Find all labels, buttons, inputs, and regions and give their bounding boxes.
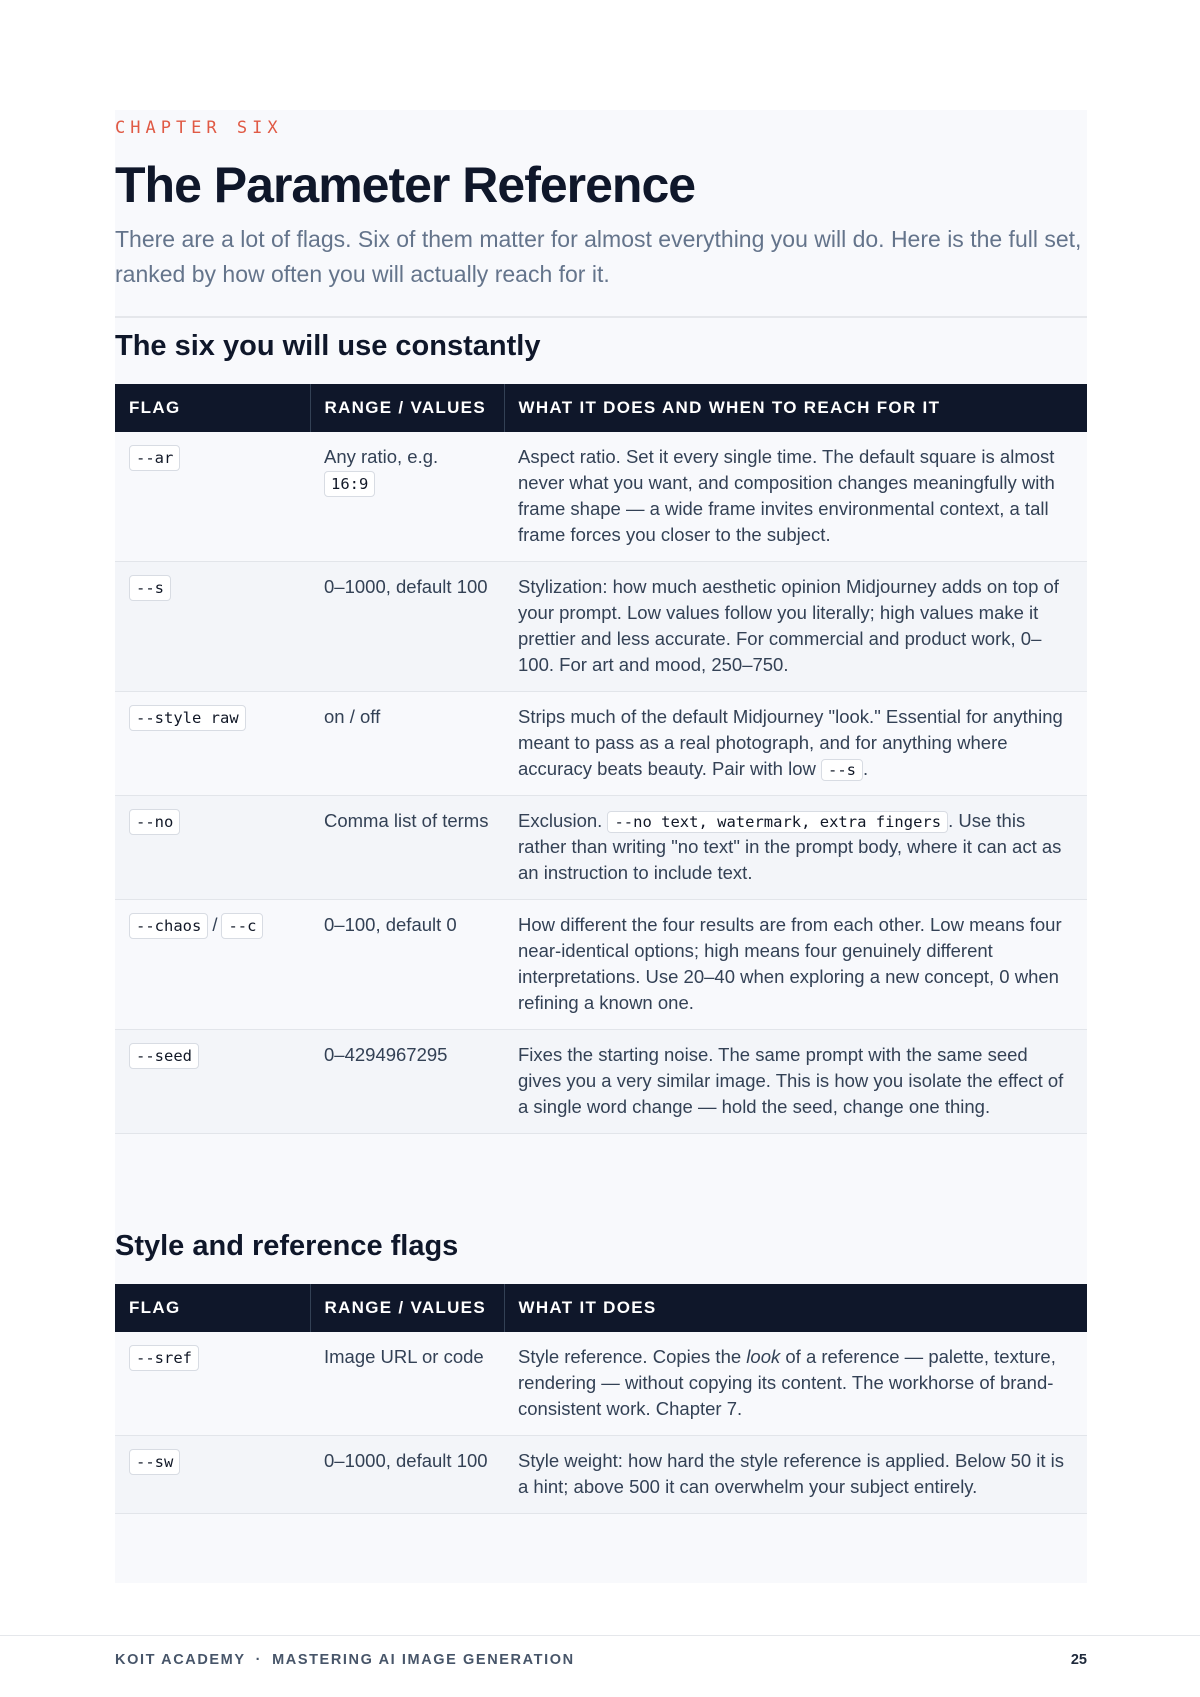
emphasis-text: look <box>746 1346 781 1367</box>
flag-code: --seed <box>129 1043 199 1069</box>
table-row <box>115 432 1087 562</box>
flag-cell <box>115 1030 310 1134</box>
flag-code: --style raw <box>129 705 246 731</box>
page-title: The Parameter Reference <box>115 157 696 213</box>
range-cell: Image URL or code <box>310 1332 504 1436</box>
description-cell: Aspect ratio. Set it every single time. The default square is almost never what you want, and composition changes meaningfully with frame shape — a wide frame invites environmental context, a tall frame forces you closer to the subject. <box>504 432 1087 562</box>
column-header-flag: FLAG <box>115 1284 310 1332</box>
range-cell: Comma list of terms <box>310 796 504 900</box>
description-text-tail: . <box>863 758 869 779</box>
flag-cell <box>115 1332 310 1436</box>
column-header-description: WHAT IT DOES <box>504 1284 1087 1332</box>
inline-code: --s <box>821 759 863 781</box>
range-cell: 0–1000, default 100 <box>310 562 504 692</box>
footer-separator: · <box>255 1652 263 1668</box>
description-cell <box>504 692 1087 796</box>
range-code: 16:9 <box>324 471 375 497</box>
description-text: Strips much of the default Midjourney "look." Essential for anything meant to pass as a real photograph, and for anything where accuracy beats beauty. Pair with low <box>518 706 1063 779</box>
footer-divider <box>0 1635 1200 1636</box>
description-cell: Fixes the starting noise. The same prompt with the same seed gives you a very similar image. This is how you isolate the effect of a single word change — hold the seed, change one thing. <box>504 1030 1087 1134</box>
description-cell <box>504 1332 1087 1436</box>
description-cell: How different the four results are from each other. Low means four near-identical options; high means four genuinely different interpretations. Use 20–40 when exploring a new concept, 0 when refining a known one. <box>504 900 1087 1030</box>
style-flags-table <box>115 1284 1087 1514</box>
column-header-flag: FLAG <box>115 384 310 432</box>
page-number: 25 <box>1070 1652 1087 1668</box>
table-row <box>115 900 1087 1030</box>
description-text-tail: . Use this rather than writing "no text" in the prompt body, where it can act as an instruction to include text. <box>518 810 1062 883</box>
flag-cell <box>115 1436 310 1514</box>
table-row <box>115 692 1087 796</box>
section-heading-style-flags: Style and reference flags <box>115 1230 459 1262</box>
page-sheet <box>115 110 1087 1583</box>
flag-cell <box>115 796 310 900</box>
range-cell <box>310 432 504 562</box>
flag-code-alias: --c <box>221 913 263 939</box>
range-text: Any ratio, e.g. <box>324 446 439 467</box>
description-text-tail: of a reference — palette, texture, rendering — without copying its content. The workhorse of brand-consistent work. Chapter 7. <box>518 1346 1056 1419</box>
table-row <box>115 1030 1087 1134</box>
flag-cell <box>115 900 310 1030</box>
chapter-label: CHAPTER SIX <box>115 118 283 138</box>
column-header-description: WHAT IT DOES AND WHEN TO REACH FOR IT <box>504 384 1087 432</box>
column-header-range: RANGE / VALUES <box>310 1284 504 1332</box>
description-text: Exclusion. <box>518 810 603 831</box>
range-cell: 0–1000, default 100 <box>310 1436 504 1514</box>
flag-separator: / <box>212 914 218 935</box>
flag-cell <box>115 562 310 692</box>
flag-code: --sref <box>129 1345 199 1371</box>
description-cell: Stylization: how much aesthetic opinion Midjourney adds on top of your prompt. Low values follow you literally; high values make it prettier and less accurate. For commercial and product work, 0–100. For art and mood, 250–750. <box>504 562 1087 692</box>
description-text: Style reference. Copies the <box>518 1346 742 1367</box>
flag-code: --sw <box>129 1449 180 1475</box>
section-heading-core-flags: The six you will use constantly <box>115 330 541 362</box>
flag-code: --ar <box>129 445 180 471</box>
table-row <box>115 796 1087 900</box>
flag-cell <box>115 692 310 796</box>
table-row <box>115 562 1087 692</box>
footer-brand: KOIT ACADEMY <box>115 1652 246 1668</box>
column-header-range: RANGE / VALUES <box>310 384 504 432</box>
table-header-row <box>115 1284 1087 1332</box>
table-row <box>115 1332 1087 1436</box>
flag-code: --chaos <box>129 913 208 939</box>
footer-running-title <box>115 1652 575 1668</box>
table-header-row <box>115 384 1087 432</box>
flag-code: --s <box>129 575 171 601</box>
inline-code: --no text, watermark, extra fingers <box>607 811 948 833</box>
flag-code: --no <box>129 809 180 835</box>
range-cell: 0–100, default 0 <box>310 900 504 1030</box>
core-flags-table <box>115 384 1087 1134</box>
description-cell <box>504 796 1087 900</box>
page-subtitle: There are a lot of flags. Six of them matter for almost everything you will do. Here is the full set, ranked by how often you will actually reach for it. <box>115 226 1082 287</box>
title-divider <box>115 316 1087 318</box>
range-cell: on / off <box>310 692 504 796</box>
table-row <box>115 1436 1087 1514</box>
flag-cell <box>115 432 310 562</box>
description-cell: Style weight: how hard the style reference is applied. Below 50 it is a hint; above 500 it can overwhelm your subject entirely. <box>504 1436 1087 1514</box>
range-cell: 0–4294967295 <box>310 1030 504 1134</box>
footer-book-title: MASTERING AI IMAGE GENERATION <box>272 1652 575 1668</box>
